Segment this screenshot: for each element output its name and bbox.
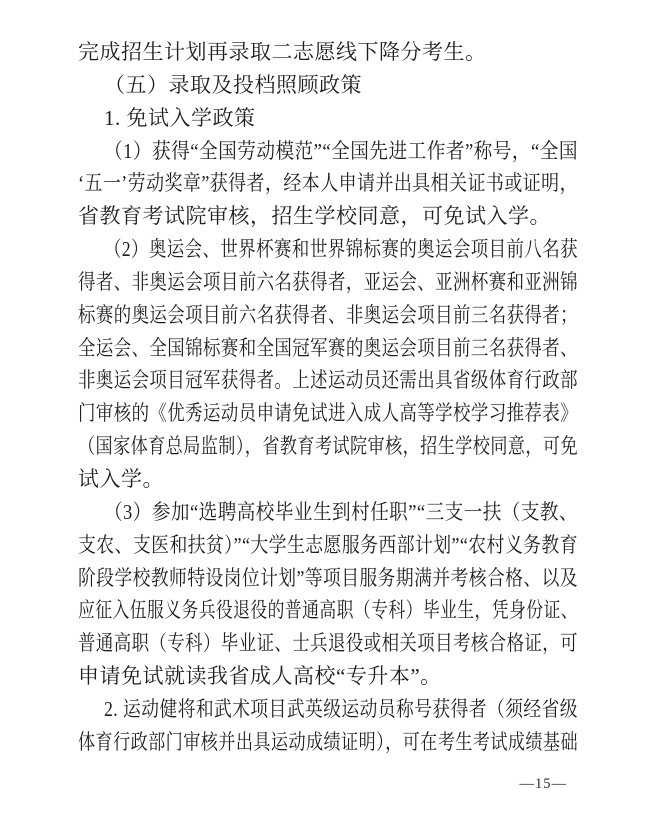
text-line-content: （2）奥运会、世界杯赛和世界锦标赛的奥运会项目前八名获 — [104, 237, 578, 262]
text-line — [78, 266, 578, 299]
text-line — [78, 167, 578, 200]
text-line-content: 非奥运会项目冠军获得者。上述运动员还需出具省级体育行政部 — [78, 368, 578, 393]
text-line-content: 普通高职（专科）毕业证、士兵退役或相关项目考核合格证，可 — [78, 631, 578, 656]
text-line-content: （五）录取及投档照顾政策 — [104, 72, 362, 97]
text-line — [78, 102, 578, 135]
text-line — [78, 69, 578, 102]
text-line-content: （国家体育总局监制），省教育考试院审核，招生学校同意，可免 — [78, 434, 578, 459]
text-line-content: 2. 运动健将和武术项目武英级运动员称号获得者（须经省级 — [104, 696, 578, 721]
text-line — [78, 726, 578, 759]
text-line — [78, 529, 578, 562]
text-line — [78, 562, 578, 595]
text-line — [78, 364, 578, 397]
text-line-content: 支农、支医和扶贫）”“大学生志愿服务西部计划”“农村义务教育 — [78, 532, 578, 557]
text-line-content: 省教育考试院审核，招生学校同意，可免试入学。 — [78, 204, 551, 229]
text-line-content: ‘五一’劳动奖章”获得者，经本人申请并出具相关证书或证明， — [78, 171, 578, 196]
text-line — [78, 463, 578, 496]
text-line — [78, 332, 578, 365]
text-line-content: 门审核的《优秀运动员申请免试进入成人高等学校学习推荐表》 — [78, 401, 578, 426]
text-line-content: 完成招生计划再录取二志愿线下降分考生。 — [78, 40, 487, 64]
text-line — [78, 36, 578, 69]
text-line — [78, 430, 578, 463]
text-line — [78, 200, 578, 233]
text-line — [78, 135, 578, 168]
text-line — [78, 660, 578, 693]
text-line-content: 应征入伍服义务兵役退役的普通高职（专科）毕业生，凭身份证、 — [78, 598, 578, 623]
text-line — [78, 299, 578, 332]
text-line-content: 1. 免试入学政策 — [104, 105, 256, 130]
text-line — [78, 594, 578, 627]
text-line — [78, 397, 578, 430]
text-line-content: 体育行政部门审核并出具运动成绩证明），可在考生考试成绩基础 — [78, 729, 578, 754]
text-line — [78, 627, 578, 660]
document-body — [78, 36, 578, 759]
text-line-content: 阶段学校教师特设岗位计划”等项目服务期满并考核合格、以及 — [78, 565, 578, 590]
text-line-content: 全运会、全国锦标赛和全国冠军赛的奥运会项目前三名获得者、 — [78, 335, 578, 360]
text-line — [78, 496, 578, 529]
text-line-content: 试入学。 — [78, 466, 164, 491]
text-line — [78, 693, 578, 726]
text-line-content: 得者、非奥运会项目前六名获得者，亚运会、亚洲杯赛和亚洲锦 — [78, 269, 578, 294]
text-line-content: （1）获得“全国劳动模范”“全国先进工作者”称号，“全国 — [104, 138, 578, 163]
page-number: —15— — [519, 776, 567, 792]
text-line-content: 申请免试就读我省成人高校“专升本”。 — [78, 664, 442, 689]
text-line — [78, 233, 578, 266]
text-line-content: （3）参加“选聘高校毕业生到村任职”“三支一扶（支教、 — [104, 499, 578, 524]
text-line-content: 标赛的奥运会项目前六名获得者、非奥运会项目前三名获得者； — [78, 302, 578, 327]
